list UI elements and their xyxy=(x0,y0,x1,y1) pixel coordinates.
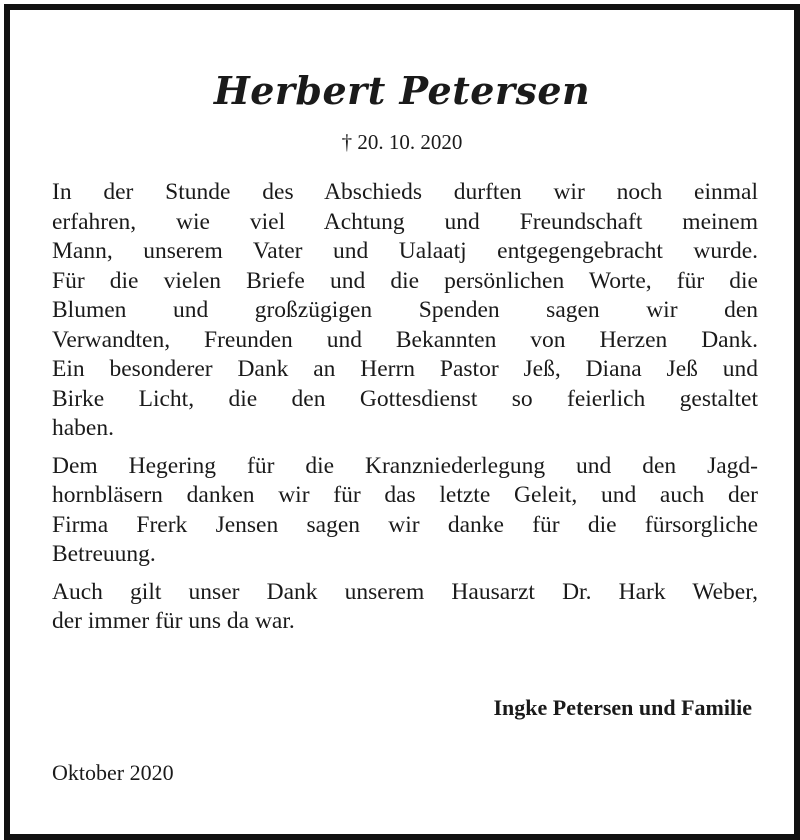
deceased-name: Herbert Petersen xyxy=(213,68,591,113)
signature: Ingke Petersen und Familie xyxy=(493,695,752,720)
paragraph-thanks xyxy=(52,178,758,444)
obituary-notice xyxy=(4,4,800,840)
text-line: haben. xyxy=(52,415,114,441)
text-line: erfahren, wie viel Achtung und Freundschaft meinem xyxy=(52,208,758,235)
text-line: Ein besonderer Dank an Herrn Pastor Jeß, Diana Jeß und xyxy=(52,356,758,382)
text-line: Birke Licht, die den Gottesdienst so feierlich gestaltet xyxy=(52,385,758,412)
text-line: Betreuung. xyxy=(52,541,156,567)
text-line: Mann, unserem Vater und Ualaatj entgegengebracht wurde. xyxy=(52,238,758,264)
notice-body xyxy=(52,178,758,645)
text-line: In der Stunde des Abschieds durften wir noch einmal xyxy=(52,179,758,205)
death-date: † 20. 10. 2020 xyxy=(341,130,463,154)
text-line: der immer für uns da war. xyxy=(52,608,295,634)
paragraph-doctor xyxy=(52,578,758,637)
text-line: Dem Hegering für die Kranzniederlegung und den Jagd- xyxy=(52,452,758,479)
notice-month: Oktober 2020 xyxy=(52,760,174,785)
paragraph-hegering xyxy=(52,452,758,570)
text-line: Firma Frerk Jensen sagen wir danke für die fürsorgliche xyxy=(52,511,758,538)
text-line: Blumen und großzügigen Spenden sagen wir den xyxy=(52,297,758,323)
text-line: Auch gilt unser Dank unserem Hausarzt Dr. Hark Weber, xyxy=(52,578,758,605)
text-line: hornbläsern danken wir für das letzte Geleit, und auch der xyxy=(52,482,758,508)
text-line: Verwandten, Freunden und Bekannten von Herzen Dank. xyxy=(52,326,758,353)
text-line: Für die vielen Briefe und die persönlichen Worte, für die xyxy=(52,267,758,294)
